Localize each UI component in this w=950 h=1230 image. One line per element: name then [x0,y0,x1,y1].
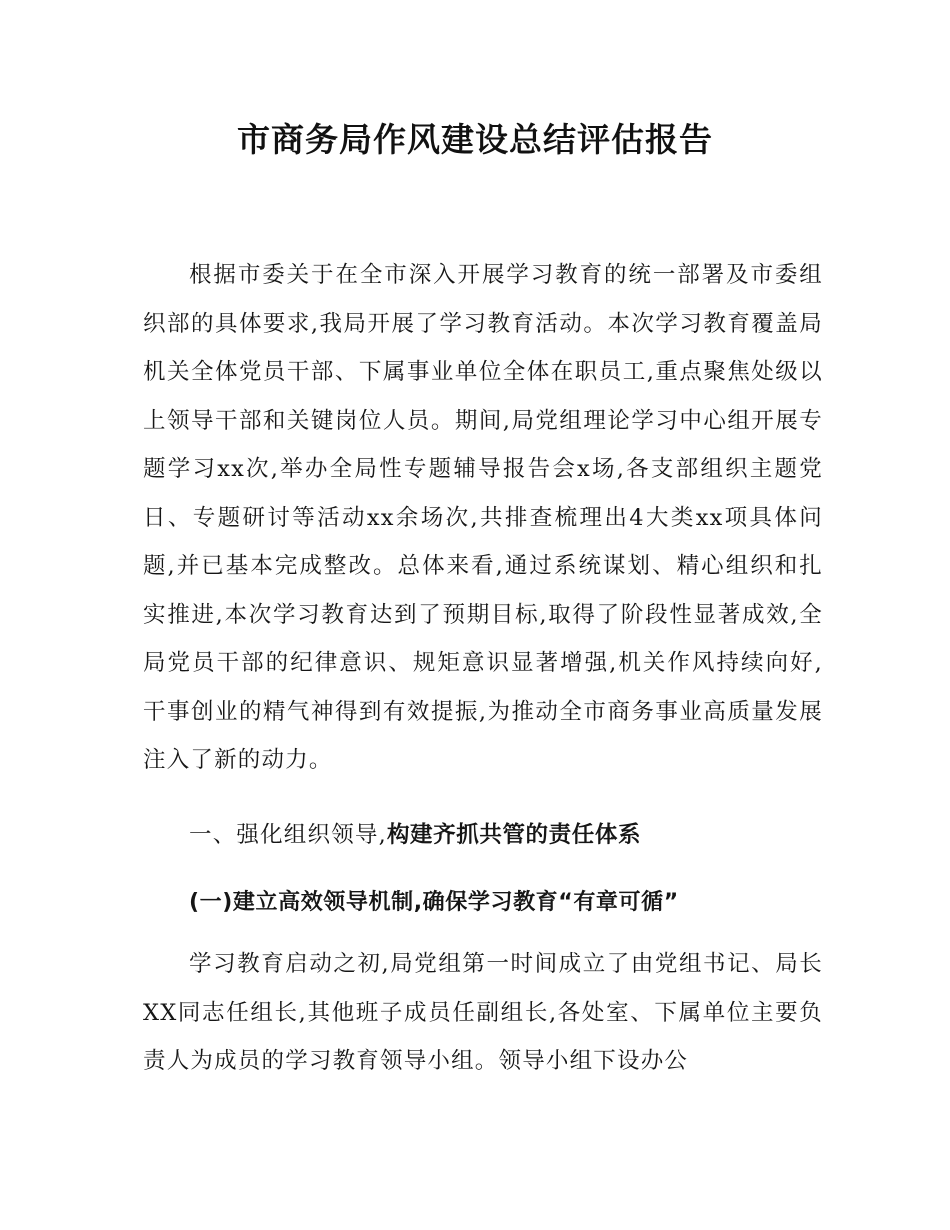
subsection-paragraph-1: 学习教育启动之初,局党组第一时间成立了由党组书记、局长XX同志任组长,其他班子成员任副组长,各处室、下属单位主要负责人为成员的学习教育领导小组。领导小组下设办公 [143,951,823,1074]
section-heading-1-tail: 构建齐抓共管的责任体系 [386,822,642,848]
section-heading-1 [189,813,829,857]
section-heading-1-lead: 一、强化组织领导, [189,822,387,848]
intro-paragraph: 根据市委关于在全市深入开展学习教育的统一部署及市委组织部的具体要求,我局开展了学习教育活动。本次学习教育覆盖局机关全体党员干部、下属事业单位全体在职员工,重点聚焦处级以上领导干部和关键岗位人员。期间,局党组理论学习中心组开展专题学习xx次,举办全局性专题辅导报告会x场,各支部组织主题党日、专题研讨等活动xx余场次,共排查梳理出4大类xx项具体问题,并已基本完成整改。总体来看,通过系统谋划、精心组织和扎实推进,本次学习教育达到了预期目标,取得了阶段性显著成效,全局党员干部的纪律意识、规矩意识显著增强,机关作风持续向好,干事创业的精气神得到有效提振,为推动全市商务事业高质量发展注入了新的动力。 [143,262,823,773]
subsection-heading-1: (一)建立高效领导机制,确保学习教育“有章可循” [189,890,679,915]
document-title: 市商务局作风建设总结评估报告 [237,120,713,159]
